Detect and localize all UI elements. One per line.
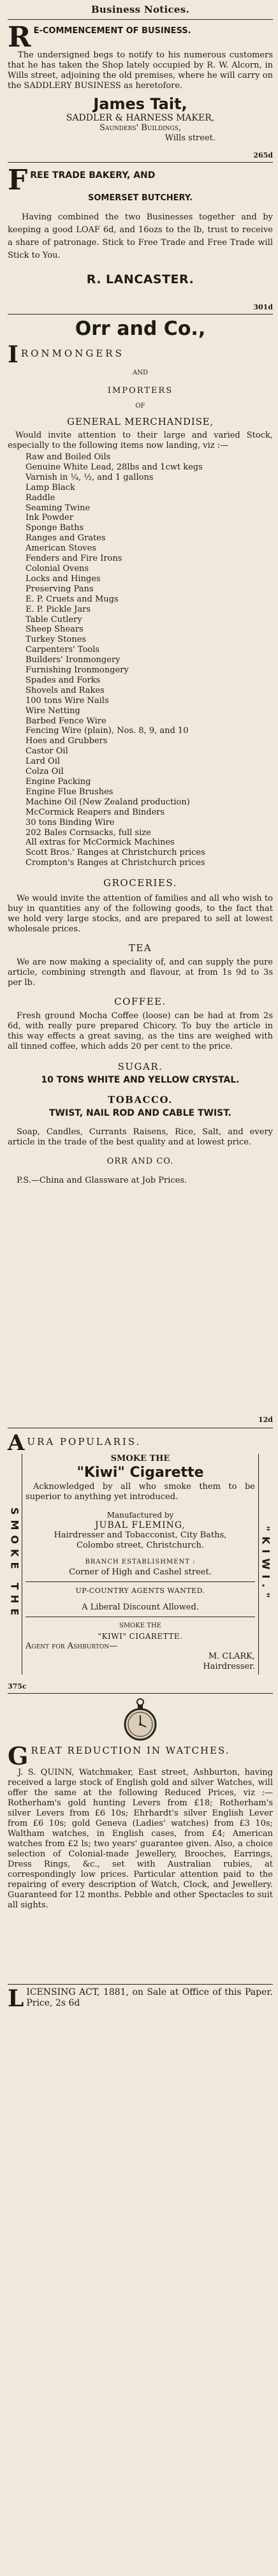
ad-address: Saunders' Buildings, [99, 123, 182, 133]
made-by: Manufactured by [106, 1511, 174, 1520]
stock-item: American Stoves [26, 544, 96, 554]
stock-item: Locks and Hinges [26, 574, 101, 584]
smoke-the-2: SMOKE THE [119, 1622, 161, 1629]
stock-item: Castor Oil [26, 746, 68, 757]
ad-orr-and-co [8, 315, 273, 1428]
ad-title: Orr and Co., [75, 318, 206, 340]
stock-item: Table Cutlery [26, 614, 82, 625]
pitch: Acknowledged by all who smoke them to be superior to anything yet introduced. [26, 1482, 255, 1502]
stock-item: Raddle [26, 492, 55, 503]
groceries-heading: GROCERIES. [103, 877, 177, 889]
dropcap: R [8, 21, 31, 54]
ad-and: AND [133, 369, 148, 376]
ad-subtitle: RONMONGERS [20, 348, 124, 359]
tobacco-body: TWIST, NAIL ROD AND CABLE TWIST. [49, 1108, 231, 1119]
ad-trade: SADDLER & HARNESS MAKER, [66, 113, 215, 123]
agent-trade: Hairdresser. [203, 1662, 255, 1671]
stock-item: Scott Bros.' Ranges at Christchurch prices [26, 848, 205, 858]
pocket-watch-icon [122, 1698, 159, 1741]
left-vertical-banner: SMOKE THE [8, 1454, 22, 1675]
agent-name: M. CLARK, [208, 1652, 255, 1661]
maker-address: Colombo street, Christchurch. [77, 1541, 204, 1550]
stock-item: Genuine White Lead, 28lbs and 1cwt kegs [26, 462, 203, 472]
stock-item: Raw and Boiled Oils [26, 452, 111, 462]
stock-item: Varnish in ¼, ½, and 1 gallons [26, 472, 154, 482]
brand: "Kiwi" Cigarette [77, 1465, 204, 1481]
stock-item: 30 tons Binding Wire [26, 817, 115, 827]
brand-2: "KIWI" CIGARETTE. [98, 1632, 183, 1641]
ad-ref: 265d [253, 151, 273, 159]
groceries-body: We would invite the attention of families and all who wish to buy in quantities any of the following goods, to the fact that we hold very large stocks, and are prepared to sell at lowest wholesale prices. [8, 894, 273, 935]
stock-item: E. P. Cruets and Mugs [26, 594, 119, 604]
section-header: Business Notices. [91, 4, 190, 15]
stock-item: 100 tons Wire Nails [26, 695, 109, 706]
tea-heading: TEA [128, 942, 152, 954]
dropcap: I [8, 341, 18, 368]
stock-item: Sponge Baths [26, 523, 84, 533]
sugar-heading: SUGAR. [117, 1061, 163, 1073]
ad-title: URA POPULARIS. [27, 1436, 142, 1447]
stock-item: Ink Powder [26, 513, 73, 523]
stock-item: Shovels and Rakes [26, 685, 105, 695]
stock-item: Engine Packing [26, 777, 91, 787]
maker-trade: Hairdresser and Tobacconist, City Baths, [54, 1530, 227, 1540]
ad-general-merchandise: GENERAL MERCHANDISE, [67, 416, 214, 427]
stock-item: Engine Flue Brushes [26, 787, 113, 797]
ad-lancaster-bakery [8, 163, 273, 315]
watch-illustration [8, 1698, 273, 1743]
stock-item: Seaming Twine [26, 503, 91, 513]
discount: A Liberal Discount Allowed. [82, 1603, 199, 1612]
kiwi-content [26, 1454, 255, 1672]
ad-body: ICENSING ACT, 1881, on Sale at Office of this Paper. Price, 2s 6d [26, 1987, 273, 2008]
stock-item: Sheep Shears [26, 625, 84, 635]
stock-item: Spades and Forks [26, 675, 101, 685]
stock-item: All extras for McCormick Machines [26, 838, 175, 848]
ad-body: The undersigned begs to notify to his numerous customers that he has taken the Shop lately occupied by R. W. Alcorn, in Wills street, adjoining the old premises, where he will carry on the SADDLERY BUSINESS as heretofore. [8, 50, 273, 91]
sugar-body: 10 TONS WHITE AND YELLOW CRYSTAL. [41, 1075, 240, 1086]
stock-item: Builders' Ironmongery [26, 655, 121, 665]
stock-item: Colonial Ovens [26, 563, 89, 574]
business-notices-column [8, 0, 273, 2023]
stock-list [8, 452, 273, 868]
ad-name: R. LANCASTER. [86, 272, 194, 286]
smoke-the: SMOKE THE [110, 1454, 170, 1463]
tea-body: We are now making a speciality of, and can supply the pure article, combining strength and flavour, at from 1s 9d to 3s per lb. [8, 958, 273, 988]
soap-body: Soap, Candles, Currants Raisens, Rice, Salt, and every article in the trade of the best quality and at lowest price. [8, 1127, 273, 1148]
ad-quinn-watches [8, 1694, 273, 1985]
ad-name: James Tait, [93, 95, 187, 113]
tobacco-heading: TOBACCO. [108, 1094, 173, 1106]
ad-licensing-act [8, 1985, 273, 2023]
right-vertical-banner: "KIWI." [258, 1454, 273, 1675]
ad-of: OF [135, 403, 145, 410]
stock-item: Crompton's Ranges at Christchurch prices [26, 858, 205, 868]
ad-sign: ORR AND CO. [106, 1157, 174, 1167]
stock-item: Hoes and Grubbers [26, 736, 108, 746]
ad-tait-saddler [8, 21, 273, 163]
stock-item: Fencing Wire (plain), Nos. 8, 9, and 10 [26, 726, 189, 736]
header-divider [8, 19, 273, 20]
dropcap: L [8, 1985, 24, 2012]
ad-ps: P.S.—China and Glassware at Job Prices. [17, 1176, 187, 1186]
stock-item: Carpenters' Tools [26, 645, 99, 655]
ad-street: Wills street. [165, 133, 216, 143]
ad-kiwi-cigarette [8, 1428, 273, 1694]
ad-ref: 301d [253, 303, 273, 311]
branch-heading: BRANCH ESTABLISHMENT : [85, 1558, 196, 1566]
stock-item: Lamp Black [26, 482, 75, 492]
stock-item: 202 Bales Cornsacks, full size [26, 827, 151, 838]
coffee-body: Fresh ground Mocha Coffee (loose) can be had at from 2s 6d, with really pure prepared Chicory. To buy the article in this way effects a great saving, as the tins are weighed with all tinned coffee, which adds 20 per cent to the price. [8, 1011, 273, 1052]
stock-item: Machine Oil (New Zealand production) [26, 797, 190, 807]
ad-title: REAT REDUCTION IN WATCHES. [31, 1745, 230, 1756]
maker-name: JUBAL FLEMING, [94, 1520, 186, 1530]
branch-address: Corner of High and Cashel street. [69, 1567, 212, 1577]
stock-item: Preserving Pans [26, 584, 94, 594]
divider [26, 1581, 255, 1582]
stock-item: Fenders and Fire Irons [26, 554, 122, 564]
stock-item: McCormick Reapers and Binders [26, 807, 165, 817]
stock-item: Colza Oil [26, 767, 64, 777]
stock-item: Wire Netting [26, 706, 80, 716]
ad-body: J. S. QUINN, Watchmaker, East street, Ashburton, having received a large stock of English gold and silver Watches, will offer the same at the following Reduced Prices, viz :—Rotherham's gold hunting Levers from £18; Rotherham's silver Levers from £6 10s; Ehrhardt's silver English Lever from £6 10s; gold Geneva (Ladies' watches) from £3 10s; Waltham watches, in English cases, from £4; American watches from £2 ls; two years' guarantee given. Also, a choice selection of Colonial-made Jewellery, Brooches, Earrings, Dress Rings, &c., set with Australian rubies, at correspondingly low prices. Particular attention paid to the repairing of every description of Watch, Clock, and Jewellery. Guaranteed for 12 months. Pebble and other Spectacles to suit all sights. [8, 1768, 273, 1910]
ad-ref: 12d [258, 1416, 273, 1424]
agent-label: Agent for Ashburton— [26, 1641, 118, 1651]
stock-item: Turkey Stones [26, 635, 86, 645]
ad-intro: Would invite attention to their large and varied Stock, especially to the following items now landing, viz :— [8, 431, 273, 450]
ad-body: Having combined the two Businesses together and by keeping a good LOAF 6d, and 16ozs to the lb, trust to receive a share of patronage. Stick to Free Trade and Free Trade will Stick to You. [8, 212, 273, 260]
ad-title-2: SOMERSET BUTCHERY. [87, 193, 193, 203]
stock-item: Barbed Fence Wire [26, 716, 106, 726]
ad-importers: IMPORTERS [107, 386, 173, 396]
dropcap: A [8, 1430, 25, 1456]
stock-item: Ranges and Grates [26, 533, 106, 544]
dropcap: F [8, 164, 28, 196]
ad-title: E-COMMENCEMENT OF BUSINESS. [33, 26, 191, 36]
stock-item: E. P. Pickle Jars [26, 604, 91, 614]
stock-item: Furnishing Ironmongery [26, 665, 129, 676]
stock-item: Lard Oil [26, 757, 61, 767]
dropcap: G [8, 1742, 29, 1770]
agents-wanted: UP-COUNTRY AGENTS WANTED. [75, 1587, 205, 1595]
ad-title: REE TRADE BAKERY, AND [30, 170, 156, 181]
ad-ref: 375c [8, 1682, 27, 1691]
coffee-heading: COFFEE. [114, 996, 166, 1008]
